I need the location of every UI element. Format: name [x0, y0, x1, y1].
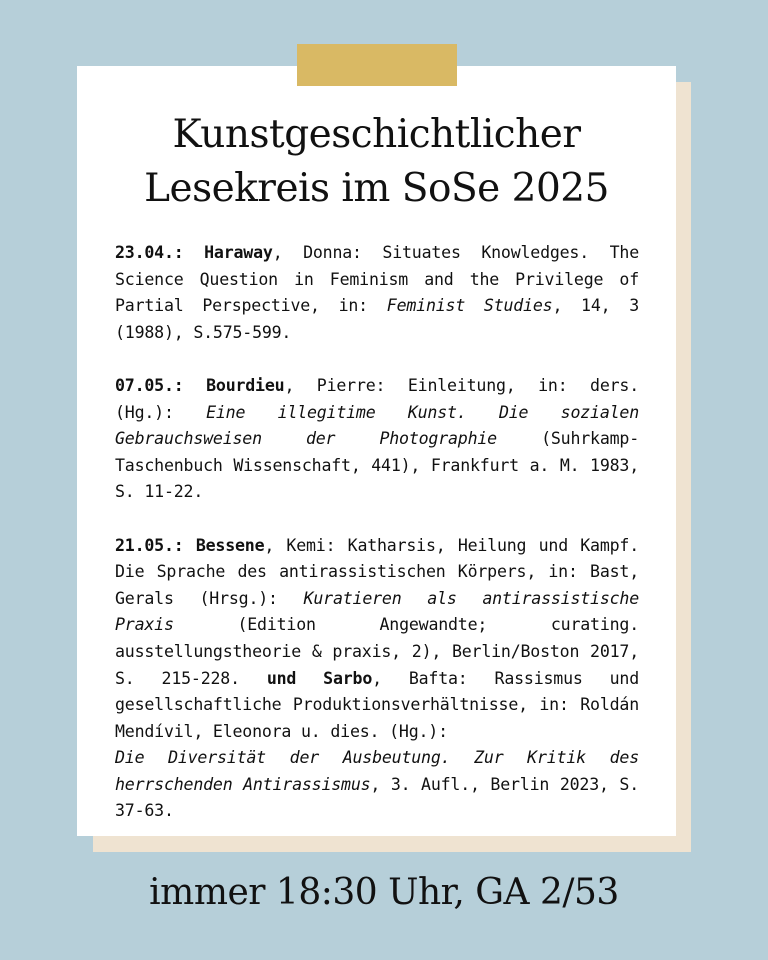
entry-second-author: und Sarbo	[266, 668, 373, 688]
entry-text: , Donna: Situates Knowledges. The Science Question in Feminism and the Privilege of Partial Perspective, in:	[115, 243, 639, 316]
entry-author: Bourdieu	[206, 375, 285, 395]
entry-author: Haraway	[204, 243, 273, 262]
entry-book-title: Die Diversität der Ausbeutung. Zur Kritik des herrschenden Antirassismus	[115, 748, 639, 794]
entry-book-title: Kuratieren als antirassistische Praxis	[115, 588, 639, 635]
tape-strip	[297, 44, 457, 86]
entry-book-title: Eine illegitime Kunst. Die sozialen Gebrauchsweisen der Photographie	[115, 402, 639, 449]
reading-entry-2	[115, 373, 639, 506]
reading-list	[115, 240, 639, 852]
time-location-footer: immer 18:30 Uhr, GA 2/53	[149, 872, 619, 913]
reading-entry-1	[115, 240, 639, 346]
entry-date: 21.05.:	[115, 535, 184, 555]
reading-entry-3	[115, 533, 639, 826]
paper-sheet	[77, 66, 676, 836]
title-line-1: Kunstgeschichtlicher	[172, 112, 581, 157]
entry-journal: Feminist Studies	[386, 296, 553, 316]
entry-text: , Pierre: Einleitung, in: ders. (Hg.):	[115, 375, 639, 422]
entry-text: (Edition Angewandte; curating. ausstellungstheorie & praxis, 2), Berlin/Boston 2017, S. 215-228.	[115, 615, 639, 688]
entry-date: 07.05.:	[115, 375, 184, 395]
entry-text: , Bafta: Rassismus und gesellschaftliche Produktionsverhältnisse, in: Roldán Mendívil, Eleonora u. dies. (Hg.):	[115, 668, 639, 741]
entry-text: , Kemi: Katharsis, Heilung und Kampf. Die Sprache des antirassistischen Körpers, in: Bast, Gerals (Hrsg.):	[115, 535, 639, 608]
entry-text: , 14, 3 (1988), S.575-599.	[115, 296, 639, 342]
title-line-2: Lesekreis im SoSe 2025	[144, 166, 609, 211]
entry-text: (Suhrkamp-Taschenbuch Wissenschaft, 441), Frankfurt a. M. 1983, S. 11-22.	[115, 429, 639, 502]
entry-date: 23.04.:	[115, 243, 184, 262]
page-title	[77, 108, 676, 216]
entry-author: Bessene	[195, 535, 265, 555]
entry-text: , 3. Aufl., Berlin 2023, S. 37-63.	[115, 774, 639, 821]
